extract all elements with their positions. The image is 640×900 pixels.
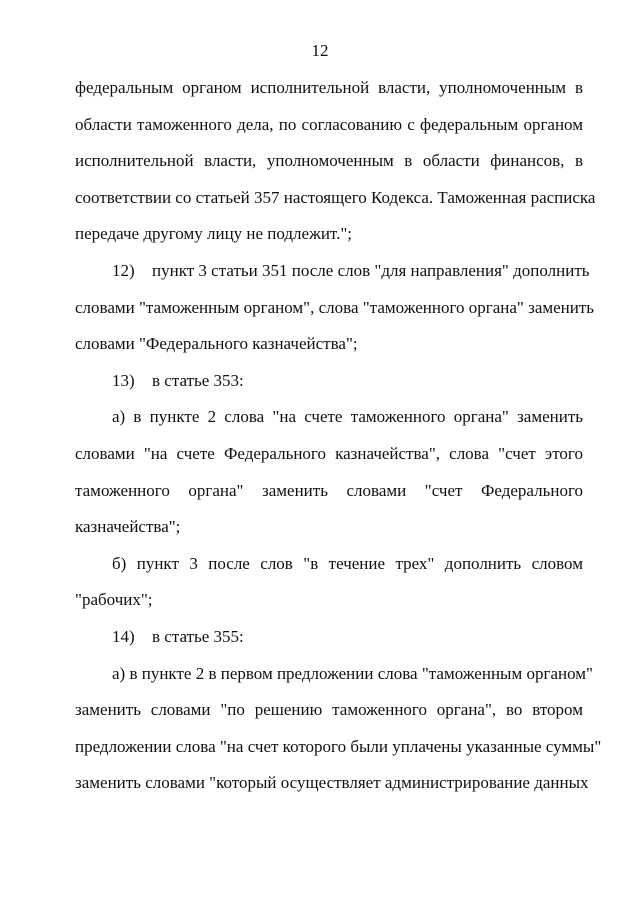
- text-line: словами "таможенным органом", слова "таможенного органа" заменить: [75, 297, 595, 317]
- text-line: словами "на счете Федерального казначейства", слова "счет этого: [75, 443, 583, 463]
- list-item-13: [75, 371, 583, 408]
- list-item-12-first-line: [75, 260, 590, 298]
- text-line: казначейства";: [75, 517, 181, 537]
- text-line: федеральным органом исполнительной власти, уполномоченным в: [75, 78, 583, 97]
- text-line: словами "Федерального казначейства";: [75, 334, 358, 354]
- text-line: в статье 353:: [152, 370, 244, 390]
- item-number: 12): [112, 260, 135, 280]
- text-line: предложении слова "на счет которого были уплачены указанные суммы": [75, 736, 602, 756]
- text-line: "рабочих";: [75, 590, 153, 610]
- text-line: в статье 355:: [152, 626, 244, 646]
- text-line: заменить словами "по решению таможенного органа", во втором: [75, 700, 583, 720]
- document-body: [75, 78, 602, 810]
- text-line: исполнительной власти, уполномоченным в области финансов, в: [75, 151, 583, 171]
- text-line: соответствии со статьей 357 настоящего Кодекса. Таможенная расписка: [75, 187, 596, 207]
- item-number: 14): [112, 626, 135, 646]
- text-line: области таможенного дела, по согласованию с федеральным органом: [75, 114, 583, 134]
- text-line: передаче другому лицу не подлежит.";: [75, 224, 352, 244]
- text-line: заменить словами "который осуществляет администрирование данных: [75, 773, 589, 793]
- text-line: пункт 3 статьи 351 после слов "для направления" дополнить: [152, 260, 590, 280]
- text-line: б) пункт 3 после слов "в течение трех" дополнить словом: [112, 553, 583, 573]
- item-number: 13): [112, 370, 135, 390]
- list-item-14: [75, 627, 583, 664]
- text-line: а) в пункте 2 слова "на счете таможенного органа" заменить: [112, 407, 583, 427]
- text-line: а) в пункте 2 в первом предложении слова "таможенным органом": [112, 663, 593, 683]
- text-line: таможенного органа" заменить словами "счет Федерального: [75, 480, 583, 500]
- page-number: 12: [311, 41, 329, 60]
